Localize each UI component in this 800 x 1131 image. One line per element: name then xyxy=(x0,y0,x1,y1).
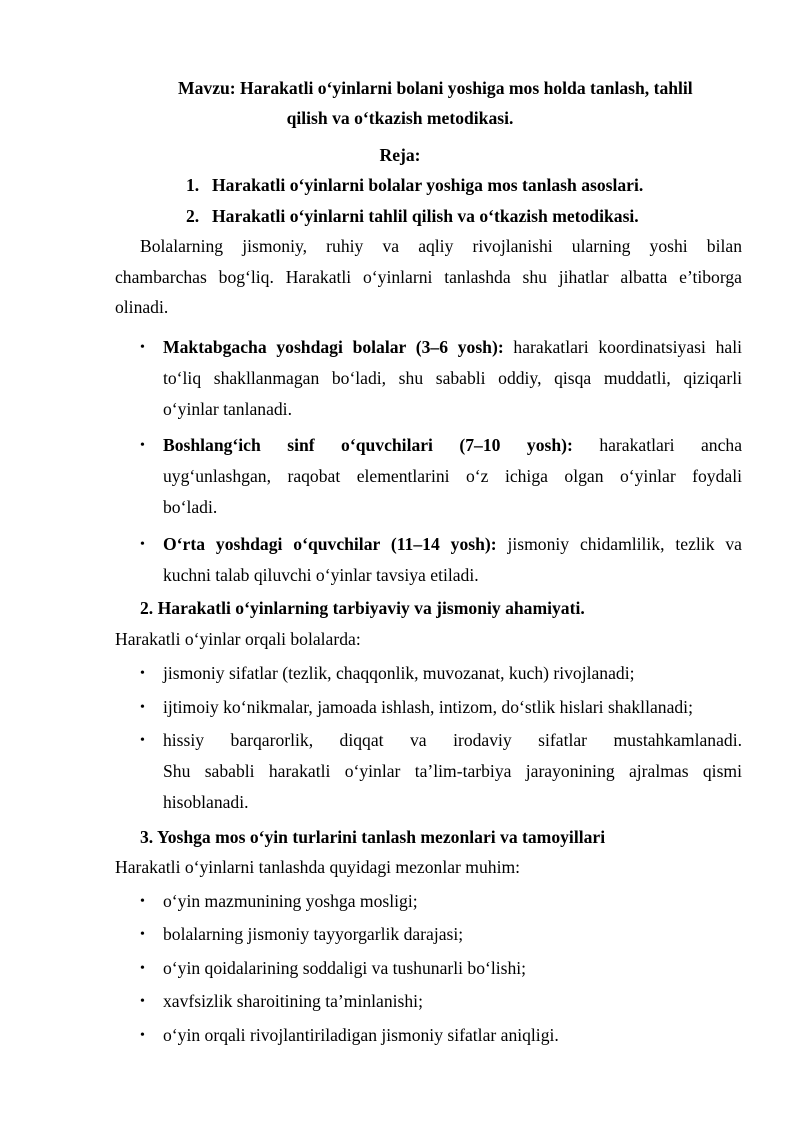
age-group-text: harakatlari ancha xyxy=(572,435,743,455)
list-item: o‘yin mazmunining yoshga mosligi; xyxy=(163,891,418,911)
title-line-2-text: qilish va o‘tkazish metodikasi xyxy=(286,108,509,128)
age-group-title: Maktabgacha yoshdagi bolalar (3–6 yosh): xyxy=(163,337,504,357)
title-line-2 xyxy=(0,104,800,133)
list-item: o‘yin orqali rivojlantiriladigan jismoniy sifatlar aniqligi. xyxy=(163,1025,559,1045)
bullet-marker: • xyxy=(140,340,145,355)
plan-item: Harakatli o‘yinlarni tahlil qilish va o‘tkazish metodikasi. xyxy=(212,206,639,226)
age-group-title: O‘rta yoshdagi o‘quvchilar (11–14 yosh): xyxy=(163,534,497,554)
age-group-item xyxy=(163,431,742,460)
age-group-line: kuchni talab qiluvchi o‘yinlar tavsiya etiladi. xyxy=(163,565,479,585)
age-group-line: bo‘ladi. xyxy=(163,497,218,517)
title-period: . xyxy=(509,108,514,128)
bullet-marker: • xyxy=(140,700,145,715)
intro-line: Bolalarning jismoniy, ruhiy va aqliy rivojlanishi ularning yoshi bilan xyxy=(140,236,742,256)
intro-line: chambarchas bog‘liq. Harakatli o‘yinlarni tanlashda shu jihatlar albatta e’tiborga xyxy=(115,267,742,287)
list-item: xavfsizlik sharoitining ta’minlanishi; xyxy=(163,991,423,1011)
age-group-text: harakatlari koordinatsiyasi hali xyxy=(503,337,742,357)
reja-label: Reja: xyxy=(379,145,421,165)
list-item-continuation: hisoblanadi. xyxy=(163,792,249,812)
age-group-item xyxy=(163,333,742,362)
list-item: jismoniy sifatlar (tezlik, chaqqonlik, muvozanat, kuch) rivojlanadi; xyxy=(163,663,635,683)
age-group-line: uyg‘unlashgan, raqobat elementlarini o‘z ichiga olgan o‘yinlar foydali xyxy=(163,466,742,486)
plan-number: 1. xyxy=(186,175,200,195)
bullet-marker: • xyxy=(140,438,145,453)
bullet-marker: • xyxy=(140,994,145,1009)
title-line-1: Mavzu: Harakatli o‘yinlarni bolani yoshiga mos holda tanlash, tahlil xyxy=(178,78,693,98)
bullet-marker: • xyxy=(140,666,145,681)
bullet-marker: • xyxy=(140,1028,145,1043)
list-item: bolalarning jismoniy tayyorgarlik darajasi; xyxy=(163,924,464,944)
section-2-intro: Harakatli o‘yinlar orqali bolalarda: xyxy=(115,629,361,649)
bullet-marker: • xyxy=(140,733,145,748)
age-group-line: o‘yinlar tanlanadi. xyxy=(163,399,292,419)
section-3-heading: 3. Yoshga mos o‘yin turlarini tanlash mezonlari va tamoyillari xyxy=(140,827,606,847)
list-item: ijtimoiy ko‘nikmalar, jamoada ishlash, intizom, do‘stlik hislari shakllanadi; xyxy=(163,697,693,717)
bullet-marker: • xyxy=(140,927,145,942)
plan-number: 2. xyxy=(186,206,200,226)
list-item-continuation: Shu sababli harakatli o‘yinlar ta’lim-tarbiya jarayonining ajralmas qismi xyxy=(163,761,742,781)
bullet-marker: • xyxy=(140,894,145,909)
age-group-title: Boshlang‘ich sinf o‘quvchilari (7–10 yosh): xyxy=(163,435,573,455)
age-group-line: to‘liq shakllanmagan bo‘ladi, shu sababli oddiy, qisqa muddatli, qiziqarli xyxy=(163,368,742,388)
age-group-item xyxy=(163,530,742,559)
intro-line: olinadi. xyxy=(115,297,169,317)
bullet-marker: • xyxy=(140,537,145,552)
age-group-text: jismoniy chidamlilik, tezlik va xyxy=(496,534,742,554)
section-3-intro: Harakatli o‘yinlarni tanlashda quyidagi mezonlar muhim: xyxy=(115,857,521,877)
list-item: o‘yin qoidalarining soddaligi va tushunarli bo‘lishi; xyxy=(163,958,527,978)
list-item: hissiy barqarorlik, diqqat va irodaviy sifatlar mustahkamlanadi. xyxy=(163,730,742,750)
section-2-heading: 2. Harakatli o‘yinlarning tarbiyaviy va jismoniy ahamiyati. xyxy=(140,598,585,618)
plan-item: Harakatli o‘yinlarni bolalar yoshiga mos tanlash asoslari. xyxy=(212,175,644,195)
bullet-marker: • xyxy=(140,961,145,976)
